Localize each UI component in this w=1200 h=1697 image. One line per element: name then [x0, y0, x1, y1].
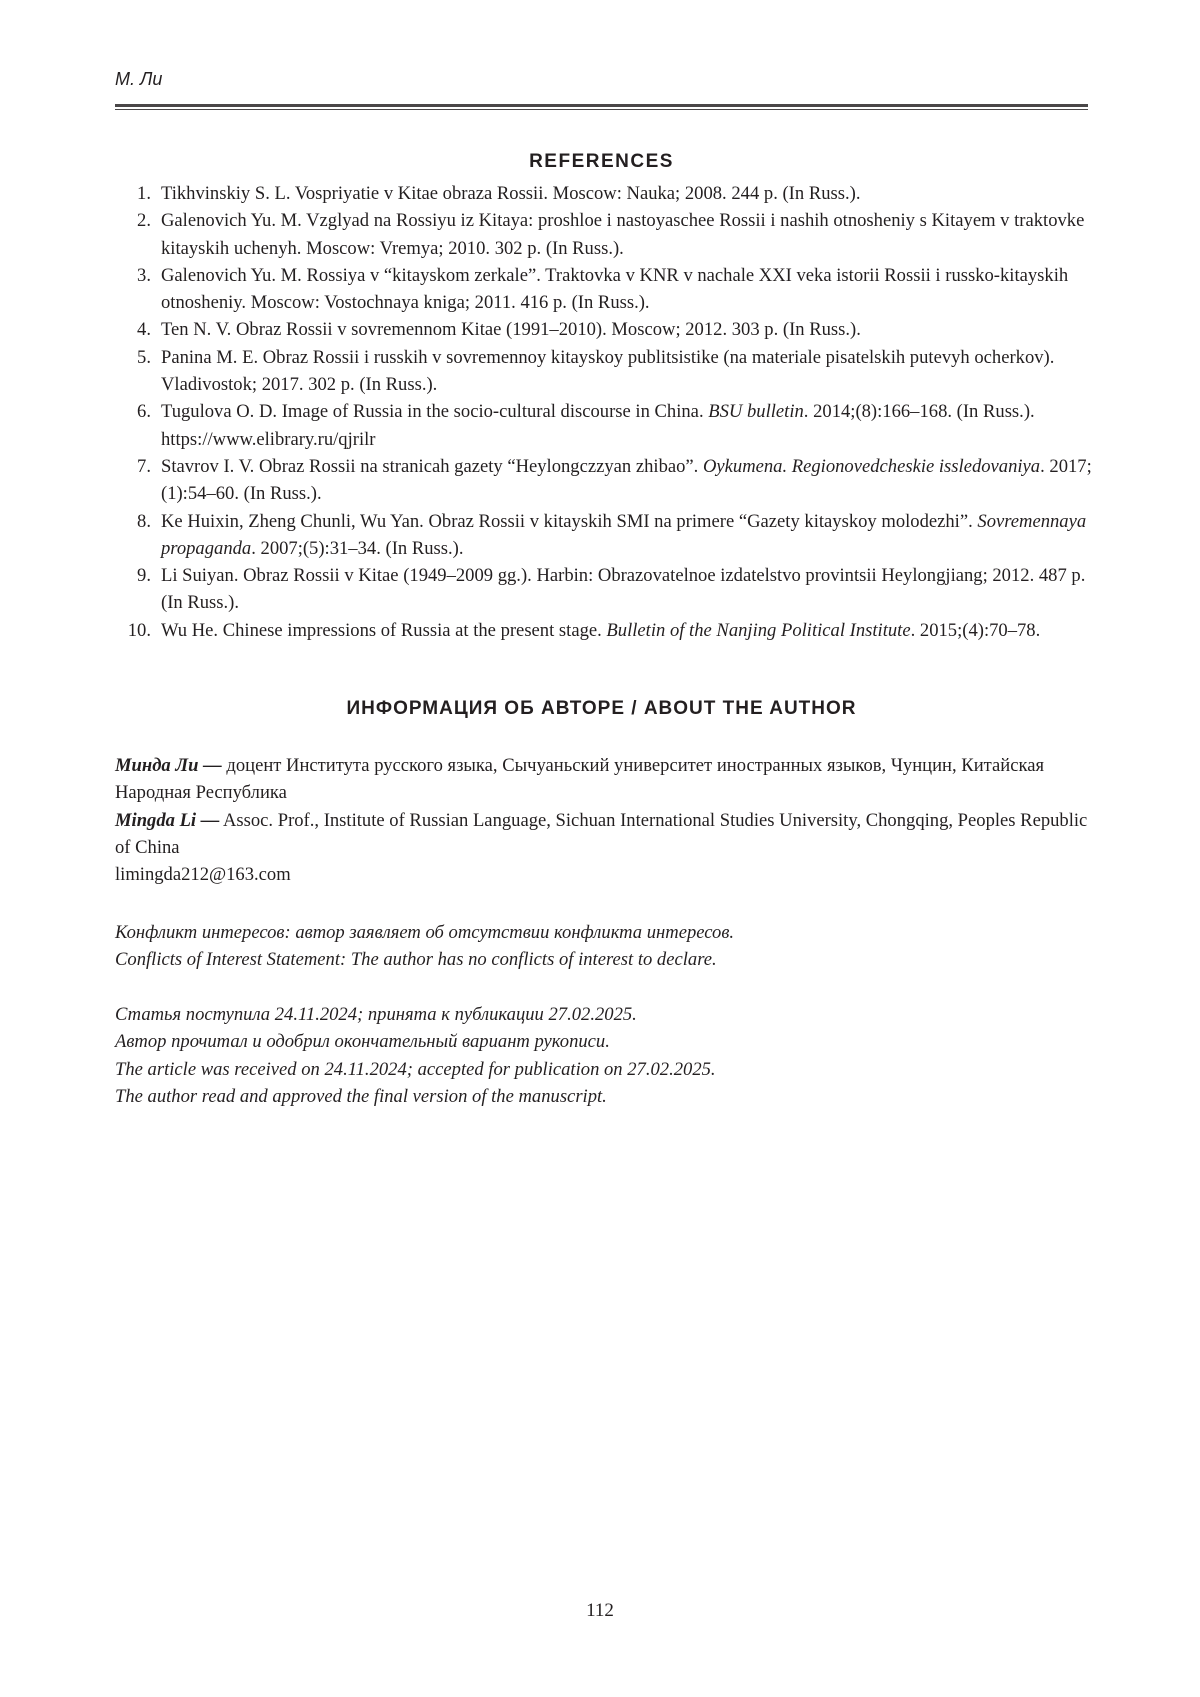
reference-number: 10.: [127, 619, 151, 641]
reference-item: [115, 180, 1092, 207]
journal-title: BSU bulletin: [708, 401, 804, 423]
reference-item: [115, 617, 1092, 644]
reference-text: [161, 453, 1092, 508]
approval-ru: Автор прочитал и одобрил окончательный вариант рукописи.: [115, 1031, 610, 1053]
conflicts-en: Conflicts of Interest Statement: The author has no conflicts of interest to declare.: [115, 949, 717, 971]
author-info: [115, 752, 1092, 888]
author-info-heading: ИНФОРМАЦИЯ ОБ АВТОРЕ / ABOUT THE AUTHOR: [346, 698, 857, 719]
reference-number: 6.: [137, 401, 151, 423]
reference-text-after: . 2007;(5):31–34. (In Russ.).: [251, 537, 464, 559]
reference-item: [115, 316, 1092, 343]
conflicts-statement: [115, 919, 1092, 974]
reference-text-before: Stavrov I. V. Obraz Rossii na stranicah gazety “Heylongczzyan zhibao”.: [161, 455, 703, 477]
reference-item: [115, 508, 1092, 563]
journal-title: Sovremennaya propaganda: [161, 510, 1087, 559]
reference-text-before: Tugulova O. D. Image of Russia in the socio-cultural discourse in China.: [161, 401, 709, 423]
reference-text: Tikhvinskiy S. L. Vospriyatie v Kitae obraza Rossii. Moscow: Nauka; 2008. 244 p. (In Russ.).: [161, 183, 861, 204]
reference-text: [161, 508, 1092, 563]
reference-text: [161, 398, 1092, 453]
reference-text-after: . 2017;(1):54–60. (In Russ.).: [161, 455, 1092, 505]
reference-text-after: . 2014;(8):166–168. (In Russ.). https://www.elibrary.ru/qjrilr: [161, 401, 1035, 450]
reference-text: Galenovich Yu. M. Rossiya v “kitayskom zerkale”. Traktovka v KNR v nachale XXI veka istorii Rossii i russko-kitayskih otnosheniy. Moscow: Vostochnaya kniga; 2011. 416 p. (In Russ.).: [161, 264, 1069, 314]
author-info-ru: [115, 752, 1092, 807]
reference-text: Li Suiyan. Obraz Rossii v Kitae (1949–2009 gg.). Harbin: Obrazovatelnoe izdatelstvo provintsii Heylongjiang; 2012. 487 p. (In Russ.).: [161, 565, 1086, 614]
author-name-en: Mingda Li —: [115, 809, 220, 831]
reference-text: Panina M. E. Obraz Rossii i russkih v sovremennoy kitayskoy publitsistike (na materiale pisatelskih putevyh ocherkov). Vladivostok; 2017. 302 p. (In Russ.).: [161, 346, 1055, 396]
reference-item: [115, 207, 1092, 262]
dates-received-ru: Статья поступила 24.11.2024; принята к публикации 27.02.2025.: [115, 1004, 637, 1025]
conflicts-ru: Конфликт интересов: автор заявляет об отсутствии конфликта интересов.: [115, 922, 735, 943]
header-rule-thin: [115, 109, 1088, 110]
reference-item: [115, 398, 1092, 453]
reference-number: 2.: [137, 210, 151, 232]
reference-item: [115, 453, 1092, 508]
author-email: limingda212@163.com: [115, 864, 291, 886]
reference-number: 7.: [137, 455, 151, 477]
header-rule: [115, 104, 1088, 107]
author-info-en: [115, 807, 1092, 862]
reference-item: [115, 344, 1092, 399]
reference-text-before: Wu He. Chinese impressions of Russia at the present stage.: [161, 619, 607, 641]
reference-number: 1.: [137, 183, 151, 204]
reference-text-before: Ke Huixin, Zheng Chunli, Wu Yan. Obraz Rossii v kitayskih SMI na primere “Gazety kitayskoy molodezhi”.: [161, 510, 978, 532]
reference-number: 4.: [137, 319, 151, 341]
references-heading: REFERENCES: [529, 151, 674, 172]
journal-title: Bulletin of the Nanjing Political Institute: [606, 619, 911, 641]
reference-text: [161, 617, 1092, 644]
reference-number: 5.: [137, 346, 151, 368]
reference-text: Galenovich Yu. M. Vzglyad na Rossiyu iz Kitaya: proshloe i nastoyaschee Rossii i nashih otnosheniy s Kitayem v traktovke kitayskih uchenyh. Moscow: Vremya; 2010. 302 p. (In Russ.).: [161, 210, 1085, 259]
reference-number: 8.: [137, 510, 151, 532]
article-dates: [115, 1001, 1092, 1110]
approval-en: The author read and approved the final version of the manuscript.: [115, 1085, 607, 1107]
dates-received-en: The article was received on 24.11.2024; accepted for publication on 27.02.2025.: [115, 1058, 716, 1080]
page-number: 112: [586, 1600, 614, 1621]
reference-list: [115, 180, 1092, 644]
author-affiliation-en: Assoc. Prof., Institute of Russian Language, Sichuan International Studies University, Chongqing, Peoples Republic of China: [115, 809, 1088, 858]
author-affiliation-ru: доцент Института русского языка, Сычуаньский университет иностранных языков, Чунцин, Китайская Народная Республика: [115, 755, 1045, 804]
journal-title: Oykumena. Regionovedcheskie issledovaniya: [702, 455, 1041, 477]
reference-item: [115, 562, 1092, 617]
reference-text-after: . 2015;(4):70–78.: [910, 619, 1041, 641]
reference-number: 3.: [137, 264, 151, 286]
reference-number: 9.: [137, 565, 151, 587]
reference-item: [115, 262, 1092, 317]
author-name-ru: Минда Ли —: [115, 755, 222, 776]
running-head: М. Ли: [115, 69, 163, 89]
reference-text: Ten N. V. Obraz Rossii v sovremennom Kitae (1991–2010). Moscow; 2012. 303 p. (In Russ.).: [161, 319, 861, 341]
